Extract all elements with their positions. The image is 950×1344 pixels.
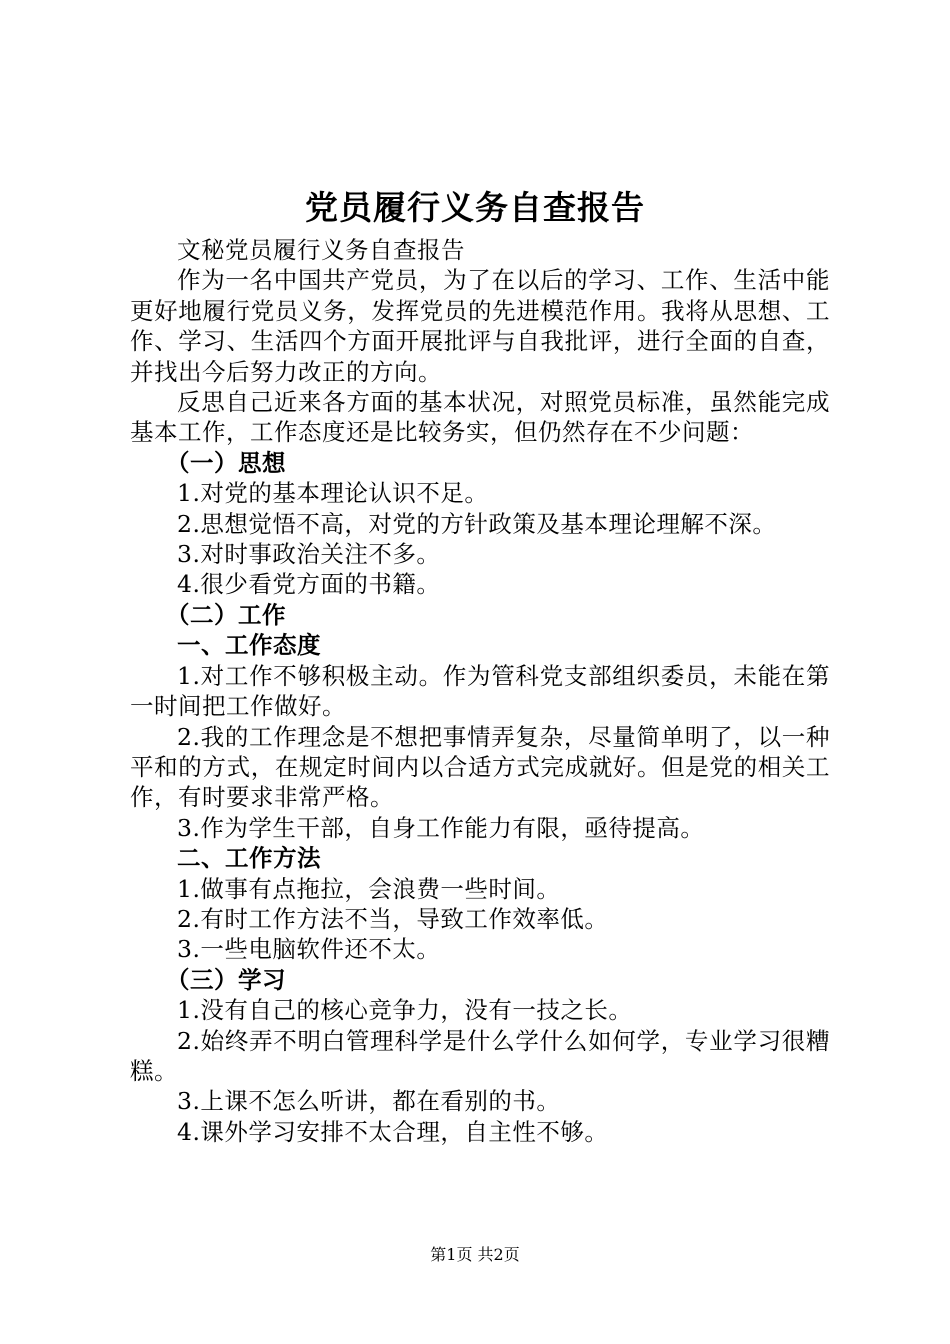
paragraph-intro: 作为一名中国共产党员，为了在以后的学习、工作、生活中能更好地履行党员义务，发挥党员的先进模范作用。我将从思想、工作、学习、生活四个方面开展批评与自我批评，进行全面的自查，并找出今后努力改正的方向。: [130, 266, 830, 386]
section-heading-thought: （一）思想: [166, 448, 286, 477]
section-heading-study: （三）学习: [166, 965, 286, 994]
document-title: 党员履行义务自查报告: [305, 188, 645, 227]
list-item: 3.作为学生干部，自身工作能力有限，亟待提高。: [177, 813, 705, 842]
list-item: 3.对时事政治关注不多。: [177, 540, 441, 569]
subsection-heading-work-attitude: 一、工作态度: [177, 631, 321, 660]
document-body: [130, 235, 830, 1147]
list-item: 1.没有自己的核心竞争力，没有一技之长。: [177, 996, 633, 1025]
list-item: 3.上课不怎么听讲，都在看别的书。: [177, 1087, 561, 1116]
list-item: 1.对工作不够积极主动。作为管科党支部组织委员，未能在第一时间把工作做好。: [130, 661, 830, 721]
paragraph-reflection: 反思自己近来各方面的基本状况，对照党员标准，虽然能完成基本工作，工作态度还是比较务实，但仍然存在不少问题：: [130, 388, 830, 447]
list-item: 2.有时工作方法不当，导致工作效率低。: [177, 904, 609, 933]
list-item: 2.我的工作理念是不想把事情弄复杂，尽量简单明了，以一种平和的方式，在规定时间内以合适方式完成就好。但是党的相关工作，有时要求非常严格。: [130, 722, 830, 812]
list-item: 2.思想觉悟不高，对党的方针政策及基本理论理解不深。: [177, 509, 777, 538]
list-item: 1.对党的基本理论认识不足。: [177, 479, 489, 508]
list-item: 2.始终弄不明白管理科学是什么学什么如何学，专业学习很糟糕。: [130, 1026, 830, 1085]
list-item: 4.很少看党方面的书籍。: [177, 570, 441, 599]
section-heading-work: （二）工作: [166, 600, 286, 629]
list-item: 4.课外学习安排不太合理，自主性不够。: [177, 1117, 609, 1146]
list-item: 3.一些电脑软件还不太。: [177, 935, 441, 964]
list-item: 1.做事有点拖拉，会浪费一些时间。: [177, 874, 561, 903]
paragraph-subtitle: 文秘党员履行义务自查报告: [177, 236, 465, 264]
subsection-heading-work-method: 二、工作方法: [177, 844, 321, 873]
page-footer: 第1页 共2页: [430, 1245, 520, 1264]
